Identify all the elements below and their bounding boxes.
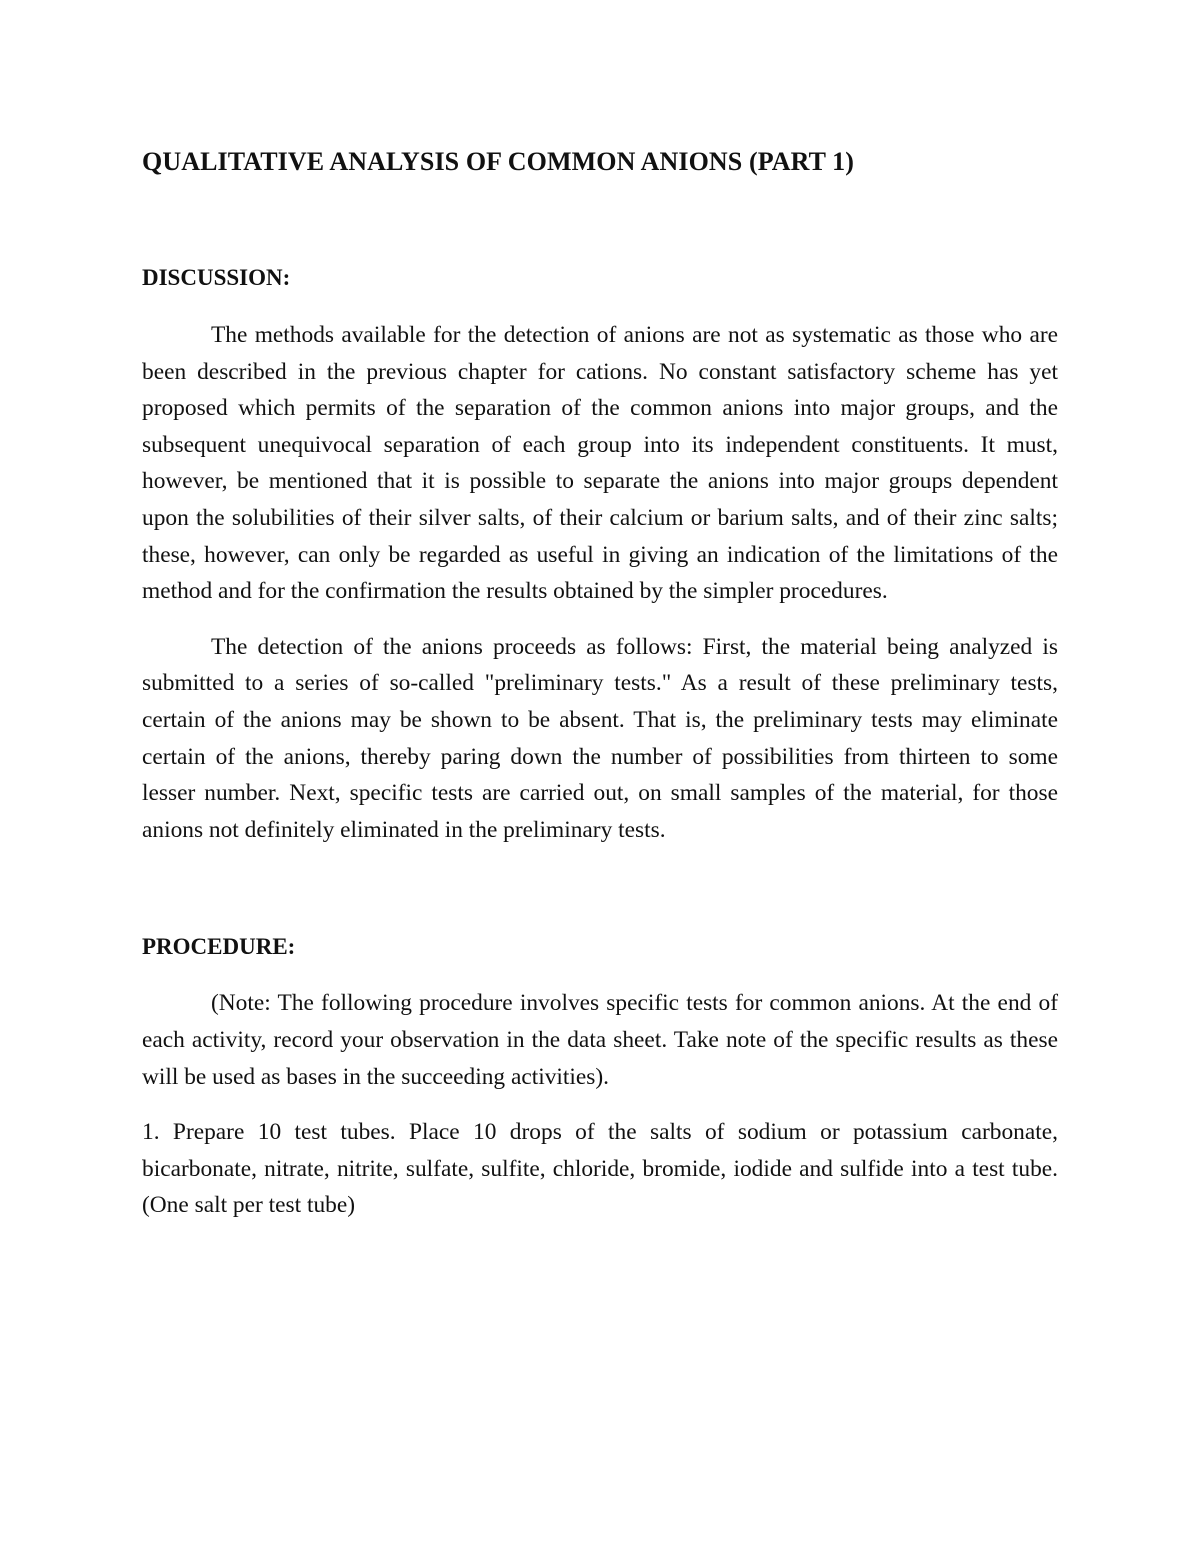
discussion-heading: DISCUSSION: xyxy=(142,265,291,290)
procedure-section xyxy=(142,932,1058,1224)
discussion-section xyxy=(142,263,1058,848)
document-body xyxy=(142,140,1058,1224)
procedure-heading: PROCEDURE: xyxy=(142,934,296,960)
discussion-paragraph: The methods available for the detection of anions are not as systematic as those who are been described in the previous chapter for cations. No constant satisfactory scheme has yet proposed which permits of the separation of the common anions into major groups, and the subsequent unequivocal separation of each group into its independent constituents. It must, however, be mentioned that it is possible to separate the anions into major groups dependent upon the solubilities of their silver salts, of their calcium or barium salts, and of their zinc salts; these, however, can only be regarded as useful in giving an indication of the limitations of the method and for the confirmation the results obtained by the simpler procedures. xyxy=(142,322,1058,605)
procedure-step: 1. Prepare 10 test tubes. Place 10 drops of the salts of sodium or potassium carbonate, bicarbonate, nitrate, nitrite, sulfate, sulfite, chloride, bromide, iodide and sulfide into a test tube. (One salt per test tube) xyxy=(142,1119,1058,1219)
document-title: QUALITATIVE ANALYSIS OF COMMON ANIONS (PART 1) xyxy=(142,147,855,176)
procedure-note: (Note: The following procedure involves specific tests for common anions. At the end of each activity, record your observation in the data sheet. Take note of the specific results as these will be used as bases in the succeeding activities). xyxy=(142,990,1058,1090)
discussion-paragraph: The detection of the anions proceeds as follows: First, the material being analyzed is submitted to a series of so-called "preliminary tests." As a result of these preliminary tests, certain of the anions may be shown to be absent. That is, the preliminary tests may eliminate certain of the anions, thereby paring down the number of possibilities from thirteen to some lesser number. Next, specific tests are carried out, on small samples of the material, for those anions not definitely eliminated in the preliminary tests. xyxy=(142,633,1058,843)
